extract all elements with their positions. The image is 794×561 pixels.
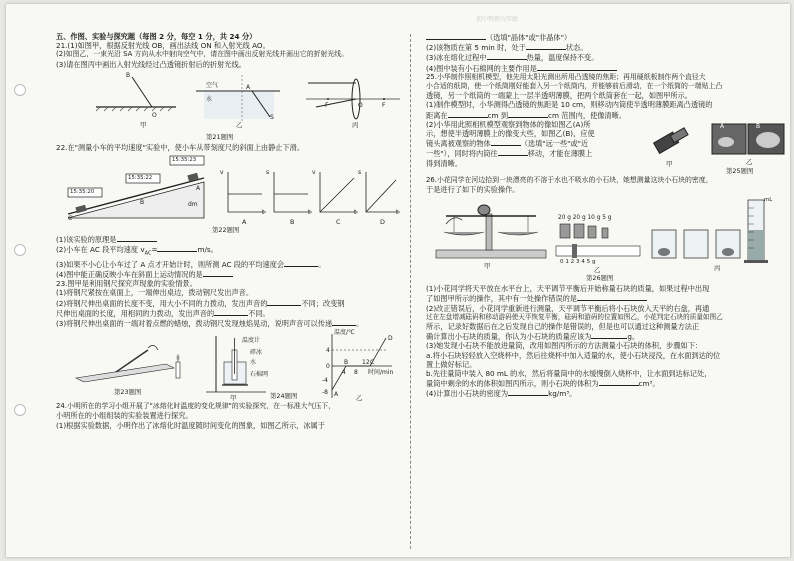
figure-23-24 bbox=[56, 328, 402, 402]
tick-t-8: 8 bbox=[354, 369, 358, 377]
q25-l1: 25.小华制作照相机模型，他先用太阳光测出所用凸透镜的焦距；再用硬纸板制作两个直径大 bbox=[426, 72, 706, 81]
answer-blank[interactable] bbox=[157, 244, 197, 252]
unit-dm: dm bbox=[188, 201, 198, 209]
graph-label-d: D bbox=[380, 218, 385, 227]
q26-s2d: 确计算出小石块的质量，你认为小石块的质量应该为 g。 bbox=[426, 332, 640, 342]
faint-header: 初中物理九年级 bbox=[476, 16, 519, 23]
q21-line1: 21.(1)如图甲，根据反射光线 OB，画出法线 ON 和入射光线 AO。 bbox=[56, 41, 270, 51]
fig21-label-o: O bbox=[152, 111, 157, 119]
q21-line3: (3)请在图丙中画出入射光线经过凸透镜折射后的折射光线。 bbox=[56, 59, 246, 69]
q25-l4: (1)制作模型时，小华测得凸透镜的焦距是 10 cm，则移动内筒使半透明薄膜距离凸透镜的 bbox=[426, 100, 713, 110]
axis-v-c: v bbox=[312, 169, 316, 177]
figure-23-24-drawing bbox=[56, 328, 402, 402]
q24-l3: (1)根据实验数据，小明作出了冰熔化时温度随时间变化的图象，如图乙所示，冰属于 bbox=[56, 420, 325, 430]
tick-y-neg4: -4 bbox=[322, 377, 328, 385]
fig25-caption: 第25题图 bbox=[726, 166, 754, 175]
q25-l9: 一些"），同时将内筒往 移动，才能在薄膜上 bbox=[426, 149, 593, 159]
axis-t-b: t bbox=[308, 209, 311, 217]
fig21-sub-jia: 甲 bbox=[140, 120, 147, 129]
axis-t-d: t bbox=[396, 209, 399, 217]
answer-blank[interactable] bbox=[332, 318, 356, 326]
q26-s3b2: 量筒中剩余的水的体积如图丙所示，则小石块的体积为 cm³。 bbox=[426, 379, 660, 389]
answer-blank[interactable] bbox=[508, 388, 548, 396]
q25-l3: 透镜，另一个纸筒的一端蒙上一层半透明薄膜，把两个纸筒套在一起，如图甲所示。 bbox=[426, 91, 692, 101]
figure-26 bbox=[426, 194, 786, 274]
q24-r3: (3)冰在熔化过程中 热量，温度保持不变。 bbox=[426, 53, 599, 63]
q24-r2: (2)该物质在第 5 min 时，处于 状态。 bbox=[426, 43, 588, 53]
weights-label: 20 g 20 g 10 g 5 g bbox=[558, 215, 612, 222]
figure-21-drawing bbox=[56, 69, 402, 133]
q22-s3: (3)如果不小心让小车过了 A 点才开始计时，则所测 AC 段的平均速度会 。 bbox=[56, 259, 326, 269]
q24-l2: 小明所在的小组组装的实验装置进行探究。 bbox=[56, 411, 193, 421]
axis-v-a: v bbox=[220, 169, 224, 177]
answer-blank[interactable] bbox=[591, 331, 627, 339]
pt-c: C bbox=[370, 359, 375, 367]
graph-label-a: A bbox=[242, 218, 247, 227]
img-a-label: A bbox=[720, 122, 725, 130]
point-b: B bbox=[140, 199, 145, 207]
q25-l5: 距离在 cm 到 cm 范围内，使像清晰。 bbox=[426, 110, 626, 120]
q25-block bbox=[426, 120, 786, 176]
answer-blank[interactable] bbox=[214, 308, 248, 316]
figure-22-drawing bbox=[56, 152, 402, 234]
fig21-caption: 第21题图 bbox=[206, 132, 234, 141]
q26-s3: (3)她发现小石块不能放进量筒，改用如图丙所示的方法测量小石块的体积，步骤如下： bbox=[426, 341, 703, 351]
answer-blank[interactable] bbox=[577, 293, 647, 301]
clock-c: 15:35:20 bbox=[70, 189, 95, 196]
pt-d: D bbox=[388, 335, 393, 343]
q26-s2: (2)改正错误后，小花同学重新进行测量，天平调节平衡后将小石块放入天平的右盘，再通 bbox=[426, 303, 710, 313]
q22-line1: 22.在"测量小车的平均速度"实验中，使小车从带刻度尺的斜面上由静止下滑。 bbox=[56, 142, 305, 152]
q26-s3b: b.先往量筒中装入 80 mL 的水，然后将量筒中的水缓慢倒入烧杯中，让水面到达标记处， bbox=[426, 369, 712, 379]
label-temp-axis: 温度/℃ bbox=[334, 329, 355, 337]
fig26-sub-yi: 乙 bbox=[594, 266, 601, 275]
pt-a: A bbox=[334, 391, 339, 399]
q26-l2: 于是进行了如下的实验操作。 bbox=[426, 185, 520, 195]
point-a: A bbox=[196, 185, 201, 193]
tick-y-4: 4 bbox=[326, 347, 330, 355]
section-title: 五、作图、实验与探究题（每图 2 分，每空 1 分，共 24 分） bbox=[56, 32, 257, 41]
q26-s1: (1)小花同学将天平放在水平台上，天平调节平衡后开始称量石块的质量，如果过程中出现 bbox=[426, 284, 710, 294]
fig21-label-o2: O bbox=[358, 101, 363, 109]
axis-v-d: s bbox=[358, 169, 362, 177]
q21-line2: (2)如图乙，一束光沿 SA 方向从水中射向空气中，请在图中画出反射光线并画出它的折射光线。 bbox=[56, 50, 349, 59]
q22-s4: (4)图中能正确反映小车在斜面上运动情况的是 bbox=[56, 269, 402, 279]
left-column bbox=[56, 32, 402, 430]
scale-label: 0 1 2 3 4 5 g bbox=[560, 259, 596, 266]
answer-blank[interactable] bbox=[426, 32, 486, 40]
fig22-caption: 第22题图 bbox=[212, 226, 240, 235]
q26-s4: (4)计算出小石块的密度为 kg/m³。 bbox=[426, 389, 577, 399]
clock-a: 15:35:23 bbox=[172, 157, 197, 164]
answer-blank[interactable] bbox=[599, 378, 639, 386]
img-b-label: B bbox=[756, 122, 761, 130]
q23-l4: (3)将钢尺伸出桌面的一端对着点燃的蜡烛，拨动钢尺发现烛焰晃动，说明声音可以传递 。 bbox=[56, 319, 364, 329]
fig21-label-a: A bbox=[246, 83, 251, 91]
point-c: C bbox=[68, 215, 73, 223]
tick-y-0: 0 bbox=[326, 363, 330, 371]
answer-blank[interactable] bbox=[448, 110, 488, 118]
binding-hole bbox=[14, 244, 26, 256]
fig21-label-f1: F bbox=[325, 101, 329, 109]
fig21-label-f2: F bbox=[382, 101, 386, 109]
axis-t-c: t bbox=[354, 209, 357, 217]
q26-l1: 26.小花同学在河边拾到一块漂亮的不溶于水也不吸水的小石块，她想测量这块小石块的密度， bbox=[426, 175, 713, 184]
q25-l8: 镜头离被观察的物体 （选填"远一些"或"近 bbox=[426, 139, 589, 149]
q26-s3a: a.将小石块轻轻放入空烧杯中，然后往烧杯中加入适量的水，使小石块浸没，在水面到达的位 bbox=[426, 350, 721, 360]
figure-26-drawing bbox=[426, 194, 786, 274]
column-divider bbox=[410, 34, 411, 549]
answer-blank[interactable] bbox=[117, 234, 157, 242]
q26-s3a2: 置上做好标记。 bbox=[426, 359, 477, 369]
fig21-label-water: 水 bbox=[206, 95, 213, 103]
fig21-label-b: B bbox=[126, 71, 131, 79]
q25-l2: 小合适的纸筒，使一个纸筒刚好能套入另一个纸筒内，并能够前后滑动，在一个纸筒的一端贴上凸 bbox=[426, 82, 723, 91]
answer-blank[interactable] bbox=[267, 298, 301, 306]
cylinder-unit: mL bbox=[764, 197, 773, 204]
q24-r1: （选填"晶体"或"非晶体"） bbox=[426, 32, 786, 42]
q26-s2c: 所示，记录好数据后在之后发现自己的操作是错误的，但是也可以通过这种测量方法正 bbox=[426, 322, 700, 332]
pt-b: B bbox=[344, 359, 349, 367]
q26-s2b: 过在左盘增减砝码和移动游码使天平恢复平衡，砝码和游码的位置如图乙，小花判定石块的质量如图乙 bbox=[426, 312, 723, 321]
fig23-caption: 第23题图 bbox=[114, 388, 142, 397]
fig25-sub-jia: 甲 bbox=[666, 159, 673, 168]
tick-t-4: 4 bbox=[342, 369, 346, 377]
fig21-label-s: S bbox=[270, 113, 274, 121]
label-ice: 碎冰 bbox=[250, 349, 263, 357]
answer-blank[interactable] bbox=[487, 52, 527, 60]
axis-t-a: t bbox=[262, 209, 265, 217]
fig24-sub-jia: 甲 bbox=[230, 394, 237, 403]
label-mesh: 石棉网 bbox=[250, 371, 269, 379]
answer-blank[interactable] bbox=[537, 63, 617, 71]
binding-hole bbox=[14, 84, 26, 96]
label-time-axis: 时间/min bbox=[368, 369, 394, 377]
right-column bbox=[426, 32, 786, 399]
q22-s1: (1)该实验的原理是 bbox=[56, 234, 402, 244]
q23-l1: (1)将钢尺紧按在桌面上，一端伸出桌边，拨动钢尺发出声音。 bbox=[56, 288, 254, 298]
answer-blank[interactable] bbox=[498, 148, 528, 156]
figure-22 bbox=[56, 152, 402, 234]
q26-s1b: 了如图甲所示的操作，其中有一处操作错误的是 bbox=[426, 293, 786, 303]
tick-t-12: 12 bbox=[362, 359, 370, 367]
q23-l2: (2)将钢尺伸出桌面的长度不变，用大小不同的力拨动，发出声音的 不同；改变钢 bbox=[56, 298, 345, 308]
fig24-sub-yi: 乙 bbox=[356, 394, 363, 403]
q22-s2: (2)小车在 AC 段平均速度 $v_{AC}= m/s$。 bbox=[56, 245, 218, 257]
fig25-sub-yi: 乙 bbox=[746, 157, 753, 166]
fig26-sub-bing: 丙 bbox=[714, 264, 721, 273]
q24-l1: 24.小明所在的学习小组开展了"冰熔化时温度的变化规律"的实验探究，在一标准大气压下， bbox=[56, 402, 336, 411]
figure-21 bbox=[56, 69, 402, 133]
fig21-sub-yi: 乙 bbox=[236, 120, 243, 129]
answer-blank[interactable] bbox=[508, 110, 548, 118]
axis-v-b: s bbox=[266, 169, 270, 177]
fig26-sub-jia: 甲 bbox=[484, 262, 491, 271]
label-water: 水 bbox=[250, 359, 257, 367]
binding-holes bbox=[14, 44, 32, 524]
graph-label-c: C bbox=[336, 218, 341, 227]
q25-l6: (2)小华用此照相机模型观察到物体的像如图乙(A)所 bbox=[426, 119, 591, 129]
answer-blank[interactable] bbox=[526, 42, 566, 50]
answer-blank[interactable] bbox=[491, 138, 521, 146]
fig21-label-air: 空气 bbox=[206, 81, 219, 89]
binding-hole bbox=[14, 404, 26, 416]
clock-b: 15:35:22 bbox=[128, 175, 153, 182]
q23-l0: 23.图甲是利用钢尺探究声现象的实验情景。 bbox=[56, 279, 197, 289]
answer-blank[interactable] bbox=[284, 259, 318, 267]
q25-l7: 示，想使半透明薄膜上的像变大些，如图乙(B)，应使 bbox=[426, 129, 595, 139]
exam-page bbox=[6, 4, 790, 557]
graph-label-b: B bbox=[290, 218, 295, 227]
answer-blank[interactable] bbox=[203, 269, 233, 277]
fig26-caption: 第26题图 bbox=[586, 274, 614, 283]
fig21-sub-bing: 丙 bbox=[352, 120, 359, 129]
fig24-caption: 第24题图 bbox=[270, 392, 298, 401]
tick-y-neg8: -8 bbox=[322, 389, 328, 397]
q24-r4: (4)图中装有小石棉网的主要作用是 bbox=[426, 63, 786, 73]
label-thermometer: 温度计 bbox=[242, 337, 261, 345]
q23-l3: 尺伸出桌面的长度，用相同的力拨动，发出声音的 不同。 bbox=[56, 308, 270, 318]
q25-l10: 得到清晰。 bbox=[426, 158, 462, 168]
